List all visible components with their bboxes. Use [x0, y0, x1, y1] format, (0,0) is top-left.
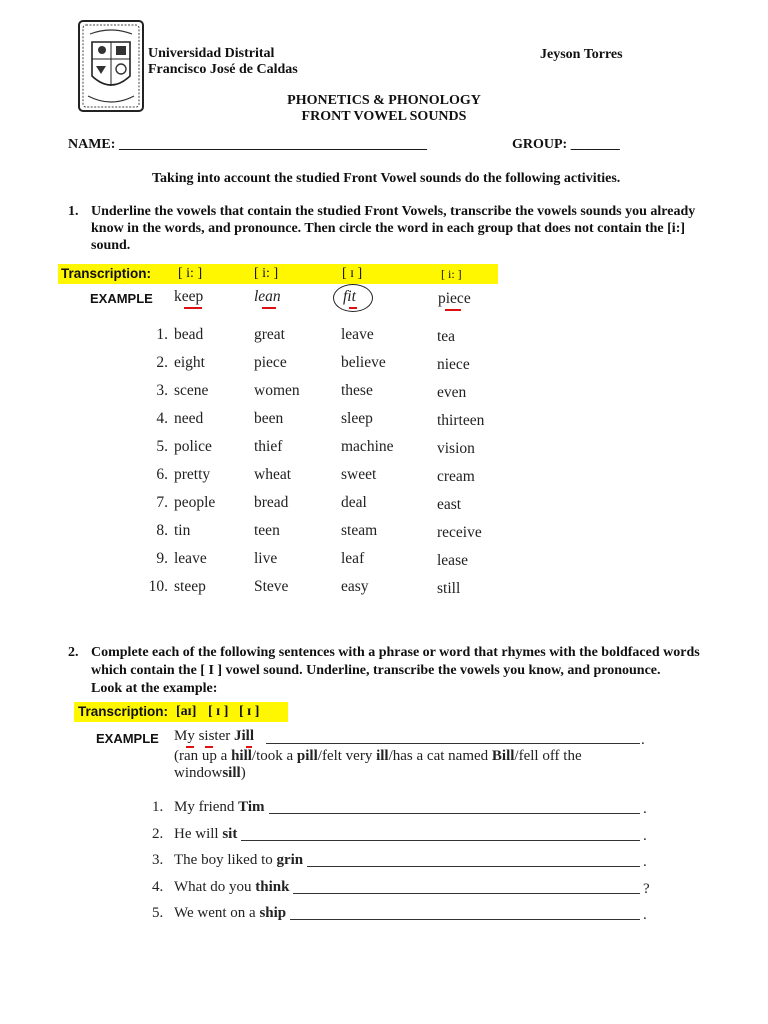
word-cell[interactable]: tin	[174, 522, 191, 539]
name-field[interactable]	[68, 137, 427, 153]
group-label: GROUP:	[512, 137, 568, 152]
example-underline-lean	[262, 307, 276, 309]
group-field[interactable]	[512, 137, 620, 153]
sentence-answer-line[interactable]	[293, 893, 640, 894]
row-number: 10.	[148, 578, 168, 595]
sentence-item	[174, 852, 303, 869]
worksheet-title-line2: FRONT VOWEL SOUNDS	[301, 109, 467, 124]
word-cell[interactable]: bead	[174, 326, 204, 343]
row-number: 3.	[156, 382, 168, 399]
word-cell[interactable]: leaf	[341, 550, 365, 567]
word-cell[interactable]: receive	[437, 524, 482, 541]
worksheet-title-line1: PHONETICS & PHONOLOGY	[287, 93, 481, 108]
example2-text-e: /fell off the	[514, 748, 582, 764]
section2-instructions-line1: Complete each of the following sentences with a phrase or word that rhymes with the boldfaced words	[91, 645, 700, 660]
sentence-end-punct: .	[643, 801, 647, 817]
section1-instructions-line2: know in the words, and pronounce. Then circle the word in each group that does not contain the [i:]	[91, 221, 686, 236]
transcription2-label: Transcription:	[78, 704, 169, 719]
group-blank[interactable]: _______	[570, 137, 620, 152]
example2-label: EXAMPLE	[96, 731, 159, 746]
word-cell[interactable]: vision	[437, 440, 475, 457]
word-cell[interactable]: deal	[341, 494, 367, 511]
transcription2-col3: [ ɪ ]	[239, 704, 260, 719]
word-cell[interactable]: sweet	[341, 466, 377, 483]
word-cell[interactable]: sleep	[341, 410, 373, 427]
transcription-col1: [ i: ]	[178, 266, 203, 281]
sentence-answer-line[interactable]	[290, 919, 640, 920]
sentence-number: 3.	[152, 852, 164, 868]
example-underline-fit	[349, 307, 357, 309]
example2-answer-line	[266, 743, 640, 744]
author-name: Jeyson Torres	[540, 47, 623, 62]
word-cell[interactable]: leave	[341, 326, 374, 343]
sentence-item	[174, 826, 237, 843]
example2-text-window: window	[174, 765, 223, 781]
example2-ill: ill	[376, 748, 389, 764]
sentence-keyword: ship	[259, 905, 287, 921]
sentence-answer-line[interactable]	[269, 813, 640, 814]
example-word-lean: lean	[254, 288, 281, 305]
row-number: 7.	[156, 494, 168, 511]
example2-sister: sister	[198, 728, 231, 744]
word-cell[interactable]: Steve	[254, 578, 289, 595]
example2-pill: pill	[296, 748, 318, 764]
sentence-end-punct: .	[643, 854, 647, 870]
transcription-col4: [ i: ]	[441, 267, 462, 281]
sentence-answer-line[interactable]	[307, 866, 640, 867]
word-cell[interactable]: wheat	[254, 466, 292, 483]
word-cell[interactable]: women	[254, 382, 300, 399]
word-cell[interactable]: live	[254, 550, 278, 567]
word-cell[interactable]: bread	[254, 494, 289, 511]
word-cell[interactable]: thief	[254, 438, 283, 455]
section1-instructions-line1: Underline the vowels that contain the studied Front Vowels, transcribe the vowels sounds you already	[91, 204, 696, 219]
example2-text-b: /took a	[251, 748, 297, 764]
transcription-label: Transcription:	[61, 266, 152, 281]
transcription2-col2: [ ɪ ]	[208, 704, 229, 719]
transcription-col3: [ ɪ ]	[342, 266, 363, 281]
row-number: 2.	[156, 354, 168, 371]
word-cell[interactable]: believe	[341, 354, 386, 371]
word-cell[interactable]: leave	[174, 550, 207, 567]
word-cell[interactable]: police	[174, 438, 212, 455]
example2-text-c: /felt very	[317, 748, 377, 764]
sentence-text: The boy liked to	[174, 852, 277, 868]
sentence-keyword: think	[255, 879, 290, 895]
sentence-number: 2.	[152, 826, 164, 842]
word-cell[interactable]: scene	[174, 382, 209, 399]
section2-number: 2.	[68, 645, 79, 660]
sentence-item	[174, 879, 289, 896]
word-cell[interactable]: been	[254, 410, 284, 427]
section2-instructions-line3: Look at the example:	[91, 681, 218, 696]
sentence-end-punct: .	[643, 907, 647, 923]
example2-text-close: )	[240, 765, 246, 781]
intro-text: Taking into account the studied Front Vowel sounds do the following activities.	[152, 171, 621, 186]
section2-instructions-line2: which contain the [ I ] vowel sound. Underline, transcribe the vowels you know, and pronounce.	[91, 663, 661, 678]
word-cell[interactable]: thirteen	[437, 412, 485, 429]
word-cell[interactable]: great	[254, 326, 285, 343]
example-underline-keep	[184, 307, 202, 309]
sentence-text: We went on a	[174, 905, 260, 921]
sentence-number: 1.	[152, 799, 164, 815]
word-cell[interactable]: piece	[254, 354, 287, 371]
example2-text-d: /has a cat named	[388, 748, 492, 764]
example2-jill: Jill	[234, 728, 255, 744]
example2-bill: Bill	[491, 748, 515, 764]
word-cell[interactable]: steam	[341, 522, 378, 539]
sentence-keyword: grin	[276, 852, 304, 868]
example2-line1	[174, 728, 254, 745]
word-cell[interactable]: still	[437, 580, 461, 597]
row-number: 8.	[156, 522, 168, 539]
word-cell[interactable]: niece	[437, 356, 470, 373]
example2-line3	[174, 765, 246, 782]
transcription2-col1: [aɪ]	[176, 704, 197, 719]
word-cell[interactable]: east	[437, 496, 462, 513]
word-cell[interactable]: eight	[174, 354, 205, 371]
example2-period: .	[641, 732, 645, 748]
word-cell[interactable]: tea	[437, 328, 456, 345]
section1-number: 1.	[68, 204, 79, 219]
example-label: EXAMPLE	[90, 291, 153, 306]
sentence-end-punct: ?	[643, 881, 650, 897]
sentence-answer-line[interactable]	[241, 840, 640, 841]
word-cell[interactable]: machine	[341, 438, 394, 455]
name-label: NAME:	[68, 137, 116, 152]
word-cell[interactable]: need	[174, 410, 204, 427]
sentence-keyword: sit	[222, 826, 238, 842]
sentence-item	[174, 799, 265, 816]
word-cell[interactable]: these	[341, 382, 373, 399]
word-cell[interactable]: steep	[174, 578, 206, 595]
row-number: 9.	[156, 550, 168, 567]
sentence-keyword: Tim	[238, 799, 265, 815]
row-number: 1.	[156, 326, 168, 343]
word-cell[interactable]: teen	[254, 522, 280, 539]
section1-instructions-line3: sound.	[91, 238, 131, 253]
sentence-item	[174, 905, 286, 922]
word-cell[interactable]: people	[174, 494, 216, 511]
word-cell[interactable]: easy	[341, 578, 369, 595]
example2-my: My	[174, 728, 195, 744]
example2-text-a: (ran up a	[174, 748, 232, 764]
row-number: 4.	[156, 410, 168, 427]
sentence-number: 5.	[152, 905, 164, 921]
sentence-text: My friend	[174, 799, 239, 815]
university-name-line1: Universidad Distrital	[148, 46, 275, 61]
example2-line2	[174, 748, 582, 765]
row-number: 6.	[156, 466, 168, 483]
example2-sill: sill	[222, 765, 241, 781]
example2-hill: hill	[231, 748, 252, 764]
sentence-number: 4.	[152, 879, 164, 895]
transcription-col2: [ i: ]	[254, 266, 279, 281]
sentence-text: What do you	[174, 879, 256, 895]
word-cell[interactable]: even	[437, 384, 467, 401]
example-word-piece: piece	[438, 290, 471, 307]
word-cell[interactable]: cream	[437, 468, 475, 485]
sentence-text: He will	[174, 826, 223, 842]
university-name-line2: Francisco José de Caldas	[148, 62, 298, 77]
row-number: 5.	[156, 438, 168, 455]
name-blank[interactable]: ____________________________________________	[118, 137, 427, 152]
word-cell[interactable]: lease	[437, 552, 468, 569]
example-underline-piece	[445, 309, 461, 311]
sentence-end-punct: .	[643, 828, 647, 844]
word-cell[interactable]: pretty	[174, 466, 211, 483]
example-word-keep: keep	[174, 288, 204, 305]
example-word-fit: fit	[343, 288, 356, 305]
